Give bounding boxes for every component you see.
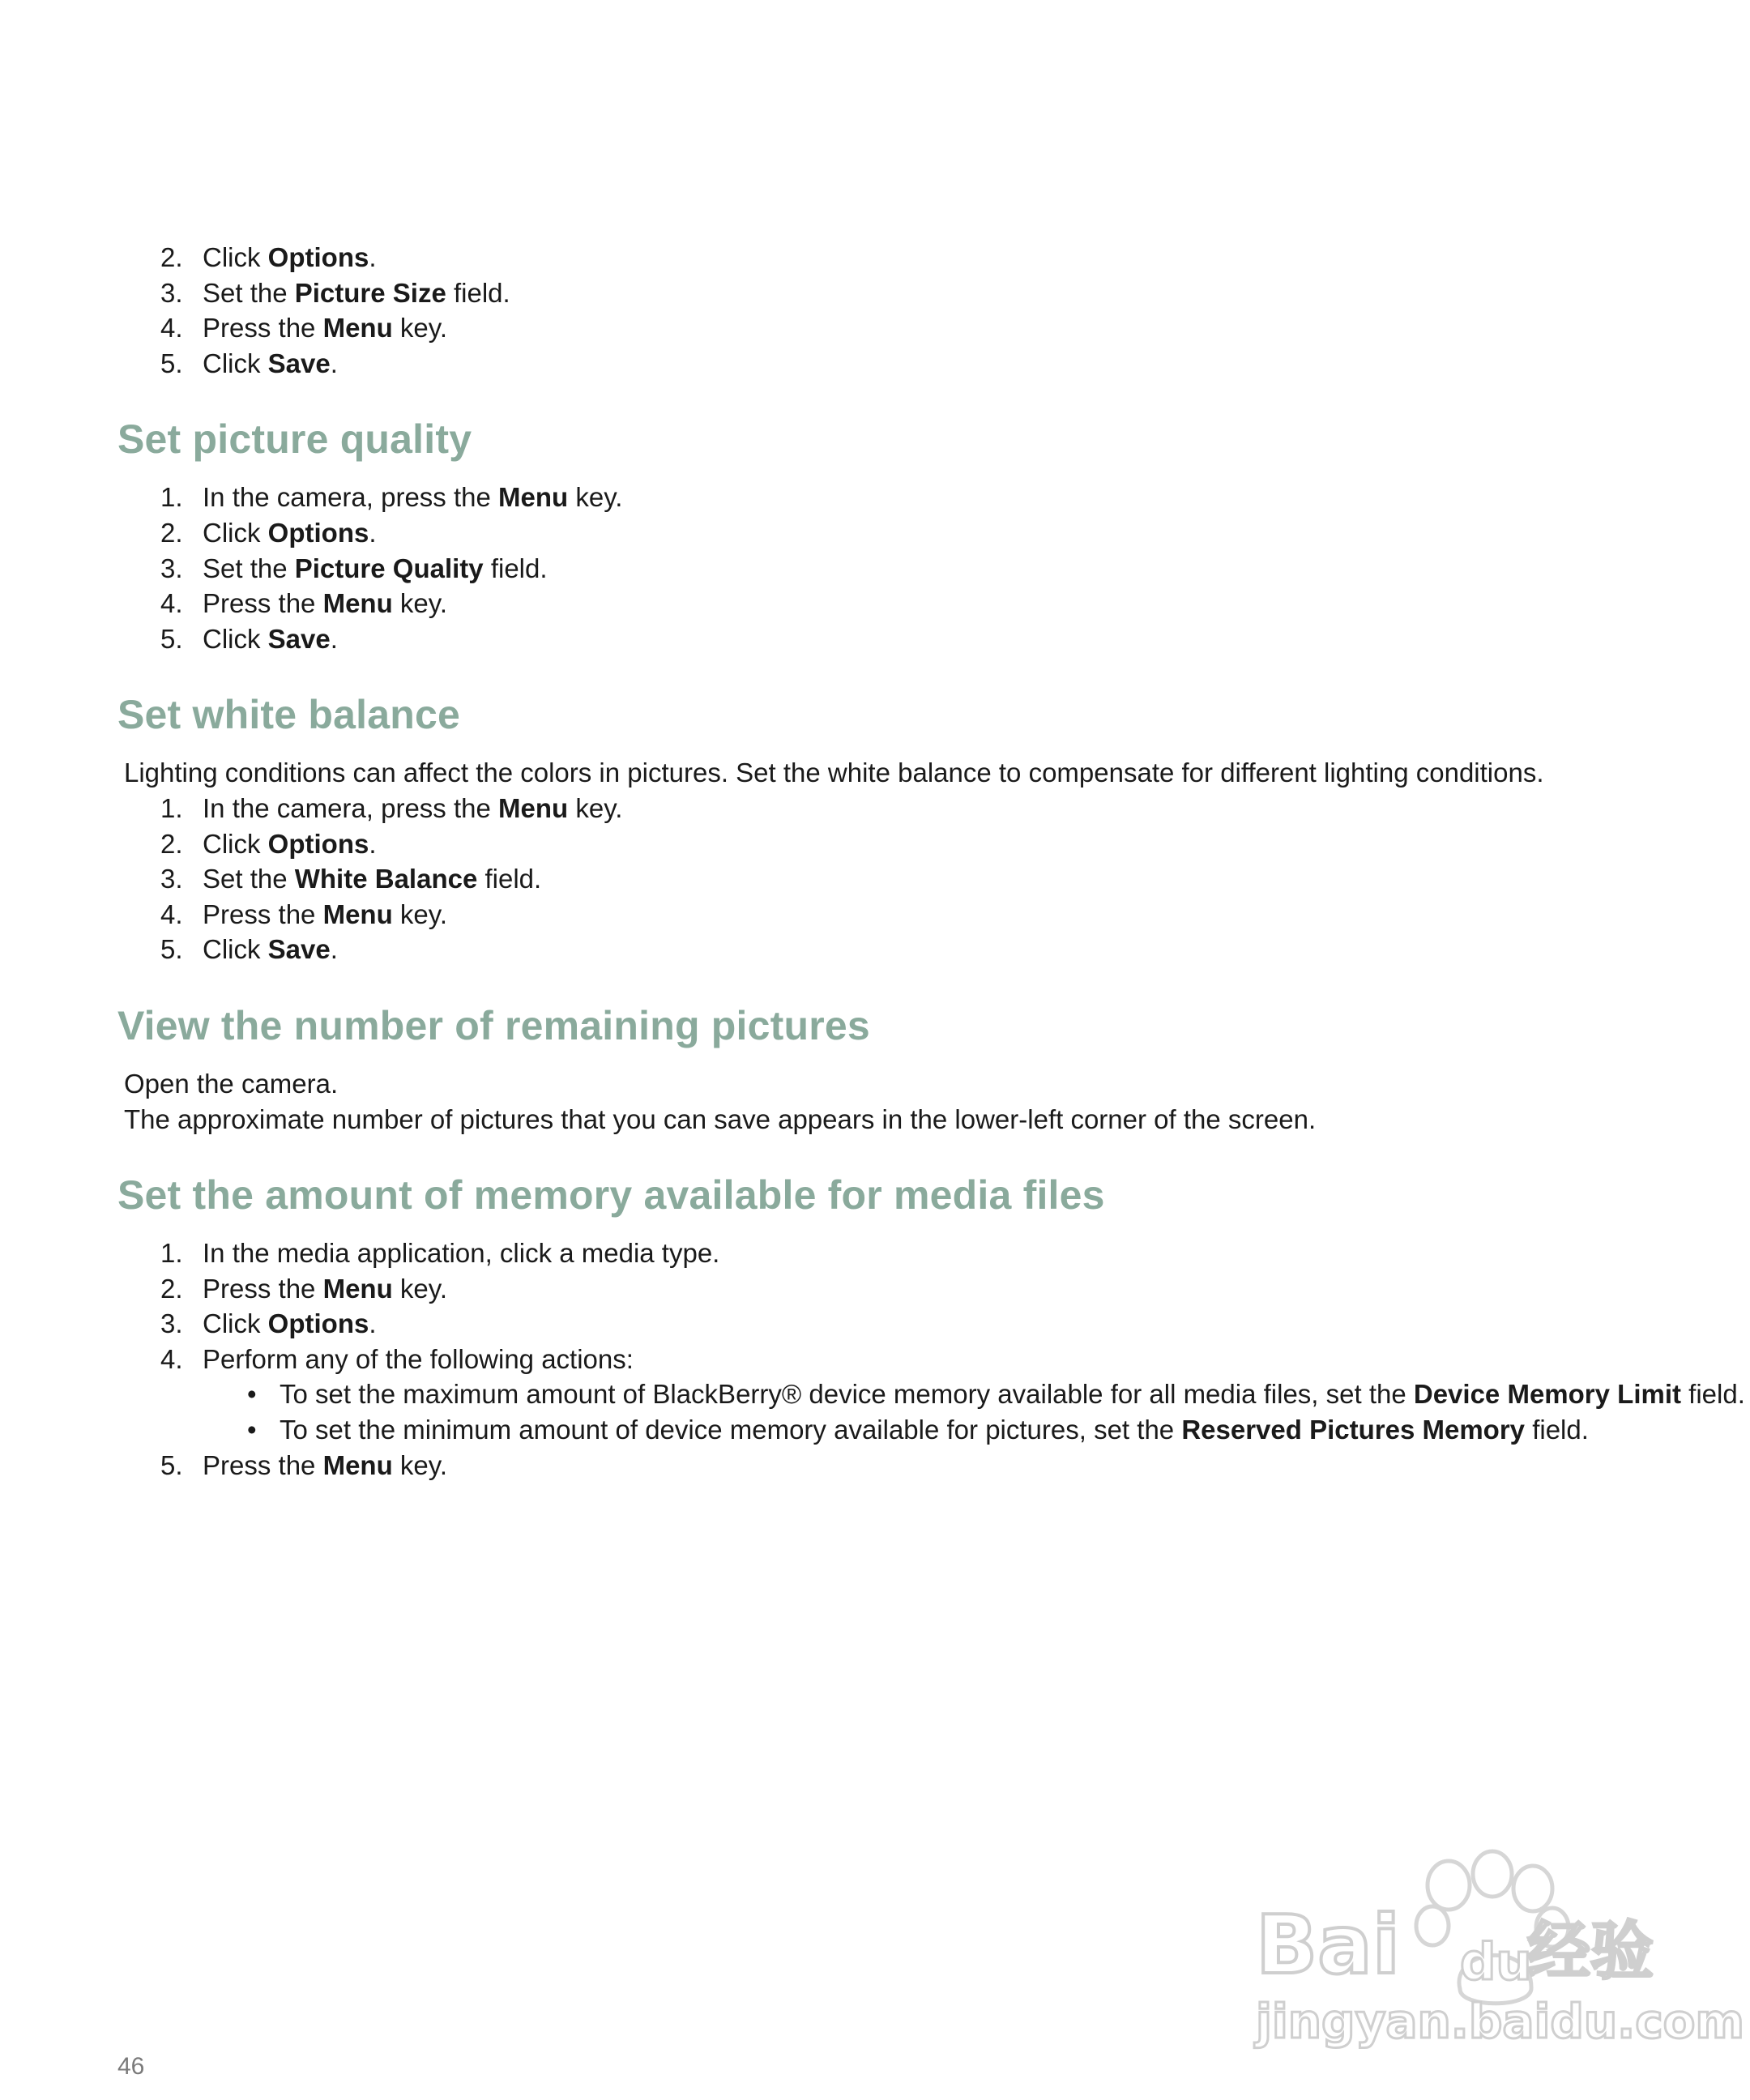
watermark-url: jingyan.baidu.com: [1256, 1994, 1744, 2049]
list-item: 1. In the media application, click a media type.: [160, 1238, 720, 1269]
list-item: 2. Click Options.: [160, 828, 377, 859]
list-item: 2. Click Options.: [160, 242, 377, 272]
list-item: 2. Press the Menu key.: [160, 1273, 447, 1304]
heading-set-picture-quality: Set picture quality: [117, 416, 472, 463]
list-item: 5. Click Save.: [160, 934, 338, 965]
list-item: 1. In the camera, press the Menu key.: [160, 792, 623, 823]
list-item: 3. Set the Picture Size field.: [160, 277, 510, 308]
list-item: 2. Click Options.: [160, 517, 377, 548]
remaining-line-2: The approximate number of pictures that you can save appears in the lower-left corner of the screen.: [124, 1103, 1317, 1134]
list-item: 4. Press the Menu key.: [160, 898, 447, 929]
list-item: 1. In the camera, press the Menu key.: [160, 482, 623, 513]
bullet-item: • To set the maximum amount of BlackBerry® device memory available for all media files, set the Device Memory Limit field.: [247, 1379, 1745, 1410]
media-memory-steps: [117, 1236, 1657, 1377]
white-balance-steps: [117, 791, 1657, 967]
list-item: 3. Set the Picture Quality field.: [160, 553, 548, 583]
list-item: 5. Click Save.: [160, 623, 338, 654]
list-item: 5. Click Save.: [160, 348, 338, 378]
watermark-du: du: [1460, 1932, 1532, 1991]
list-item: 4. Press the Menu key.: [160, 313, 447, 344]
page-number: 46: [117, 2053, 145, 2080]
page-content: [117, 240, 1745, 1483]
heading-view-remaining-pictures: View the number of remaining pictures: [117, 1002, 870, 1048]
list-item: 4. Perform any of the following actions:: [160, 1343, 634, 1374]
bullet-item: • To set the minimum amount of device memory available for pictures, set the Reserved Pictures Memory field.: [247, 1415, 1589, 1445]
list-item: 3. Set the White Balance field.: [160, 864, 542, 894]
media-memory-steps-end: [117, 1448, 1657, 1483]
remaining-line-1: Open the camera.: [124, 1068, 339, 1099]
watermark-jingyan: 经验: [1527, 1915, 1654, 1988]
heading-media-memory: Set the amount of memory available for media files: [117, 1172, 1105, 1219]
white-balance-intro: Lighting conditions can affect the colors in pictures. Set the white balance to compensate for different lighting conditions.: [124, 758, 1544, 788]
heading-set-white-balance: Set white balance: [117, 692, 460, 738]
list-item: 5. Press the Menu key.: [160, 1449, 447, 1480]
baidu-jingyan-watermark: [1248, 1835, 1744, 2049]
list-item: 4. Press the Menu key.: [160, 588, 447, 619]
watermark-brand: Bai: [1256, 1897, 1400, 1992]
picture-size-steps: [117, 240, 1657, 381]
list-item: 3. Click Options.: [160, 1308, 377, 1339]
media-memory-options: [117, 1377, 1745, 1447]
picture-quality-steps: [117, 480, 1657, 656]
